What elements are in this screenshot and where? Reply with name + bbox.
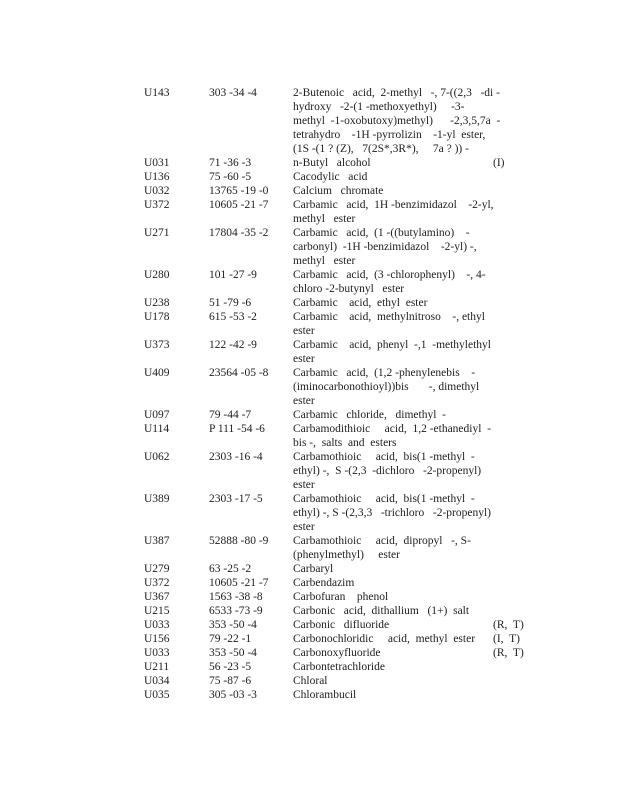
chemical-name-line: Carbamic acid, ethyl ester [293,297,428,309]
cas-number: 75 -60 -5 [209,171,252,183]
waste-code: U387 [144,535,170,547]
table-row [0,296,618,310]
waste-code: U271 [144,227,170,239]
cas-number: 75 -87 -6 [209,675,252,687]
cas-number: 6533 -73 -9 [209,605,263,617]
cas-number: 63 -25 -2 [209,563,252,575]
waste-code: U062 [144,451,170,463]
chemical-name-line: Chlorambucil [293,689,357,701]
chemical-name-line: Carbamic acid, (1 -((butylamino) - [293,227,470,239]
chemical-name-line: tetrahydro -1H -pyrrolizin -1-yl ester, [293,129,486,141]
waste-code: U372 [144,199,170,211]
waste-code: U238 [144,297,170,309]
chemical-name [293,268,493,296]
cas-number: 23564 -05 -8 [209,367,269,379]
chemical-name-line: Carbonic acid, dithallium (1+) salt [293,605,470,617]
table-row [0,268,618,296]
cas-number: 79 -44 -7 [209,409,252,421]
waste-code: U033 [144,647,170,659]
chemical-name-line: Cacodylic acid [293,171,368,183]
table-row [0,618,618,632]
chemical-name-line: Carbonic difluoride [293,619,390,631]
table-row [0,562,618,576]
cas-number: 71 -36 -3 [209,157,252,169]
chemical-name-line: ethyl) -, S -(2,3,3 -trichloro -2-propenyl) [293,507,492,519]
chemical-name-line: methyl ester [293,213,356,225]
chemical-name-line: Carbamothioic acid, bis(1 -methyl - [293,493,475,505]
waste-code: U114 [144,423,170,435]
chemical-name-line: Carbendazim [293,577,355,589]
waste-code: U032 [144,185,170,197]
waste-code: U280 [144,269,170,281]
waste-code: U035 [144,689,170,701]
chemical-name-line: Carbamodithioic acid, 1,2 -ethanediyl - [293,423,491,435]
chemical-name-line: hydroxy -2-(1 -methoxyethyl) -3- [293,101,465,113]
chemical-name [293,296,493,310]
chemical-name [293,156,493,170]
chemical-name-line: Chloral [293,675,328,687]
table-row [0,660,618,674]
chemical-name-line: ester [293,479,315,491]
chemical-name [293,562,493,576]
chemical-name-line: Carbamic acid, (1,2 -phenylenebis - [293,367,476,379]
cas-number: 122 -42 -9 [209,339,257,351]
waste-code-table [0,86,618,702]
chemical-name-line: bis -, salts and esters [293,437,397,449]
chemical-name [293,674,493,688]
cas-number: 305 -03 -3 [209,689,257,701]
waste-code: U143 [144,87,170,99]
chemical-name-line: ester [293,395,315,407]
chemical-name-line: Carbontetrachloride [293,661,385,673]
chemical-name-line: Carbamothioic acid, bis(1 -methyl - [293,451,475,463]
cas-number: 52888 -80 -9 [209,535,269,547]
waste-code: U156 [144,633,170,645]
waste-code: U136 [144,171,170,183]
hazard-code: (I, T) [493,633,520,645]
chemical-name [293,660,493,674]
chemical-name [293,450,493,492]
table-row [0,450,618,492]
chemical-name-line: Carbamothioic acid, dipropyl -, S- [293,535,471,547]
chemical-name-line: carbonyl) -1H -benzimidazol -2-yl) -, [293,241,477,253]
chemical-name [293,422,493,450]
cas-number: 10605 -21 -7 [209,199,269,211]
chemical-name [293,646,493,660]
waste-code: U409 [144,367,170,379]
cas-number: 101 -27 -9 [209,269,257,281]
chemical-name-line: methyl ester [293,255,356,267]
waste-code: U372 [144,577,170,589]
table-row [0,156,618,170]
cas-number: 353 -50 -4 [209,647,257,659]
table-row [0,590,618,604]
hazard-code: (R, T) [493,647,524,659]
chemical-name-line: methyl -1-oxobutoxy)methyl) -2,3,5,7a - [293,115,501,127]
waste-code: U367 [144,591,170,603]
chemical-name [293,576,493,590]
chemical-name [293,170,493,184]
cas-number: 1563 -38 -8 [209,591,263,603]
chemical-name [293,198,493,226]
table-row [0,632,618,646]
chemical-name-line: (1S -(1 ? (Z), 7(2S*,3R*), 7a ? )) - [293,143,469,155]
chemical-name-line: Carbamic acid, (3 -chlorophenyl) -, 4- [293,269,486,281]
table-row [0,674,618,688]
waste-code: U033 [144,619,170,631]
chemical-name [293,688,493,702]
chemical-name [293,492,493,534]
chemical-name [293,590,493,604]
table-row [0,688,618,702]
table-row [0,422,618,450]
cas-number: 13765 -19 -0 [209,185,269,197]
table-row [0,646,618,660]
cas-number: P 111 -54 -6 [209,423,265,435]
table-row [0,492,618,534]
cas-number: 615 -53 -2 [209,311,257,323]
table-row [0,366,618,408]
waste-code: U031 [144,157,170,169]
table-row [0,198,618,226]
chemical-name-line: (phenylmethyl) ester [293,549,400,561]
chemical-name-line: Carbamic chloride, dimethyl - [293,409,446,421]
table-row [0,338,618,366]
table-row [0,604,618,618]
cas-number: 79 -22 -1 [209,633,252,645]
cas-number: 2303 -17 -5 [209,493,263,505]
cas-number: 10605 -21 -7 [209,577,269,589]
cas-number: 2303 -16 -4 [209,451,263,463]
cas-number: 51 -79 -6 [209,297,252,309]
waste-code: U178 [144,311,170,323]
chemical-name-line: ester [293,521,315,533]
chemical-name [293,604,493,618]
chemical-name [293,338,493,366]
cas-number: 56 -23 -5 [209,661,252,673]
chemical-name-line: Calcium chromate [293,185,384,197]
chemical-name-line: ester [293,353,315,365]
table-row [0,170,618,184]
table-row [0,576,618,590]
table-row [0,408,618,422]
table-row [0,86,618,156]
chemical-name [293,86,501,156]
hazard-code: (R, T) [493,619,524,631]
cas-number: 17804 -35 -2 [209,227,269,239]
waste-code: U211 [144,661,170,673]
cas-number: 353 -50 -4 [209,619,257,631]
chemical-name-line: Carbonoxyfluoride [293,647,381,659]
waste-code: U034 [144,675,170,687]
chemical-name [293,534,493,562]
chemical-name-line: Carbaryl [293,563,334,575]
chemical-name [293,408,493,422]
waste-code: U389 [144,493,170,505]
table-row [0,184,618,198]
chemical-name [293,184,493,198]
chemical-name-line: n-Butyl alcohol [293,157,371,169]
chemical-name-line: (iminocarbonothioyl))bis -, dimethyl [293,381,480,393]
table-row [0,534,618,562]
cas-number: 303 -34 -4 [209,87,257,99]
chemical-name [293,226,493,268]
hazard-code: (I) [493,157,505,169]
chemical-name-line: ester [293,325,315,337]
chemical-name [293,310,493,338]
chemical-name-line: Carbamic acid, phenyl -,1 -methylethyl [293,339,491,351]
table-row [0,226,618,268]
chemical-name-line: 2-Butenoic acid, 2-methyl -, 7-((2,3 -di - [293,87,500,99]
chemical-name-line: Carbonochloridic acid, methyl ester [293,633,476,645]
chemical-name-line: Carbamic acid, methylnitroso -, ethyl [293,311,485,323]
waste-code: U215 [144,605,170,617]
waste-code: U373 [144,339,170,351]
chemical-name [293,618,493,632]
chemical-name-line: Carbamic acid, 1H -benzimidazol -2-yl, [293,199,494,211]
chemical-name [293,366,493,408]
chemical-name-line: chloro -2-butynyl ester [293,283,405,295]
chemical-name-line: Carbofuran phenol [293,591,389,603]
chemical-name [293,632,493,646]
waste-code: U279 [144,563,170,575]
chemical-name-line: ethyl) -, S -(2,3 -dichloro -2-propenyl) [293,465,482,477]
table-row [0,310,618,338]
waste-code: U097 [144,409,170,421]
